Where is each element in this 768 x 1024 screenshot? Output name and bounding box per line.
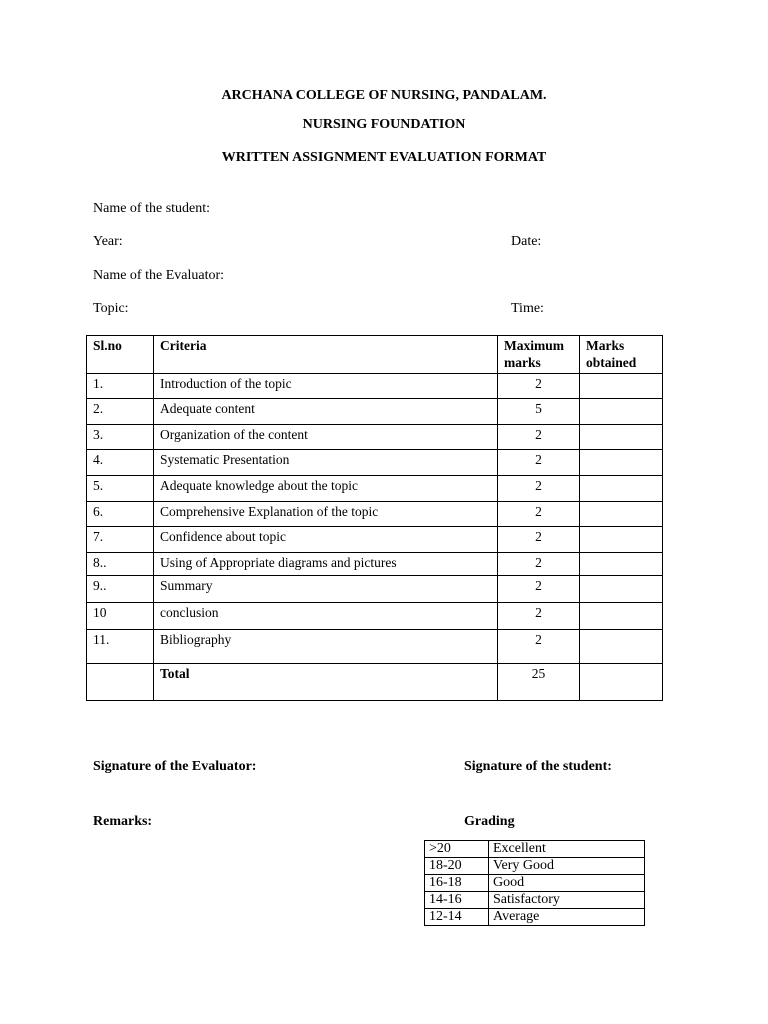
row-criteria: Using of Appropriate diagrams and pictures xyxy=(154,553,498,576)
row-marks-obtained[interactable] xyxy=(580,576,663,603)
topic-label: Topic: xyxy=(93,301,129,316)
grade-label: Average xyxy=(489,909,645,926)
total-max-marks: 25 xyxy=(498,664,580,701)
row-max-marks: 5 xyxy=(498,399,580,425)
row-slno: 2. xyxy=(87,399,154,425)
row-criteria: conclusion xyxy=(154,603,498,630)
date-label: Date: xyxy=(511,234,542,249)
header-slno: Sl.no xyxy=(87,336,154,374)
row-max-marks: 2 xyxy=(498,374,580,399)
row-max-marks: 2 xyxy=(498,450,580,476)
row-max-marks: 2 xyxy=(498,603,580,630)
row-slno: 3. xyxy=(87,425,154,450)
row-slno: 9.. xyxy=(87,576,154,603)
student-name-label: Name of the student: xyxy=(93,201,211,216)
evaluator-signature-label: Signature of the Evaluator: xyxy=(93,759,257,774)
grading-title: Grading xyxy=(464,814,515,829)
row-marks-obtained[interactable] xyxy=(580,630,663,664)
table-row xyxy=(87,399,663,425)
total-slno-cell xyxy=(87,664,154,701)
table-row xyxy=(87,576,663,603)
grade-label: Satisfactory xyxy=(489,892,645,909)
row-marks-obtained[interactable] xyxy=(580,603,663,630)
row-slno: 6. xyxy=(87,502,154,527)
evaluator-name-label: Name of the Evaluator: xyxy=(93,268,225,283)
row-slno: 11. xyxy=(87,630,154,664)
table-row xyxy=(87,553,663,576)
row-max-marks: 2 xyxy=(498,553,580,576)
total-label: Total xyxy=(154,664,498,701)
row-marks-obtained[interactable] xyxy=(580,476,663,502)
table-row xyxy=(425,841,645,858)
row-criteria: Systematic Presentation xyxy=(154,450,498,476)
year-label: Year: xyxy=(93,234,123,249)
row-criteria: Organization of the content xyxy=(154,425,498,450)
row-criteria: Adequate knowledge about the topic xyxy=(154,476,498,502)
row-criteria: Adequate content xyxy=(154,399,498,425)
table-row xyxy=(87,630,663,664)
row-marks-obtained[interactable] xyxy=(580,527,663,553)
row-slno: 10 xyxy=(87,603,154,630)
grade-label: Very Good xyxy=(489,858,645,875)
table-row xyxy=(87,502,663,527)
row-marks-obtained[interactable] xyxy=(580,399,663,425)
row-slno: 7. xyxy=(87,527,154,553)
row-slno: 1. xyxy=(87,374,154,399)
row-marks-obtained[interactable] xyxy=(580,502,663,527)
table-row xyxy=(425,909,645,926)
table-row xyxy=(87,374,663,399)
subject-title: NURSING FOUNDATION xyxy=(302,117,466,132)
row-marks-obtained[interactable] xyxy=(580,553,663,576)
grade-range: 16-18 xyxy=(425,875,489,892)
table-row xyxy=(425,875,645,892)
table-row xyxy=(425,892,645,909)
evaluation-table xyxy=(86,335,663,701)
table-row xyxy=(87,476,663,502)
row-slno: 8.. xyxy=(87,553,154,576)
row-marks-obtained[interactable] xyxy=(580,374,663,399)
row-max-marks: 2 xyxy=(498,502,580,527)
header-criteria: Criteria xyxy=(154,336,498,374)
table-row xyxy=(87,425,663,450)
total-marks-obtained[interactable] xyxy=(580,664,663,701)
row-criteria: Confidence about topic xyxy=(154,527,498,553)
row-max-marks: 2 xyxy=(498,476,580,502)
row-max-marks: 2 xyxy=(498,630,580,664)
grade-range: >20 xyxy=(425,841,489,858)
row-max-marks: 2 xyxy=(498,576,580,603)
row-slno: 4. xyxy=(87,450,154,476)
table-row xyxy=(87,603,663,630)
row-max-marks: 2 xyxy=(498,527,580,553)
table-row xyxy=(87,527,663,553)
grade-label: Good xyxy=(489,875,645,892)
time-label: Time: xyxy=(511,301,544,316)
grade-range: 18-20 xyxy=(425,858,489,875)
row-slno: 5. xyxy=(87,476,154,502)
header-max-marks: Maximum marks xyxy=(498,336,580,374)
table-header-row xyxy=(87,336,663,374)
table-row xyxy=(87,450,663,476)
row-criteria: Summary xyxy=(154,576,498,603)
row-marks-obtained[interactable] xyxy=(580,425,663,450)
header-marks-obtained: Marks obtained xyxy=(580,336,663,374)
grade-label: Excellent xyxy=(489,841,645,858)
college-title: ARCHANA COLLEGE OF NURSING, PANDALAM. xyxy=(221,88,547,103)
row-criteria: Comprehensive Explanation of the topic xyxy=(154,502,498,527)
row-criteria: Introduction of the topic xyxy=(154,374,498,399)
row-criteria: Bibliography xyxy=(154,630,498,664)
row-max-marks: 2 xyxy=(498,425,580,450)
row-marks-obtained[interactable] xyxy=(580,450,663,476)
student-signature-label: Signature of the student: xyxy=(464,759,612,774)
remarks-label: Remarks: xyxy=(93,814,153,829)
format-title: WRITTEN ASSIGNMENT EVALUATION FORMAT xyxy=(221,150,547,165)
grade-range: 12-14 xyxy=(425,909,489,926)
total-row xyxy=(87,664,663,701)
grade-range: 14-16 xyxy=(425,892,489,909)
table-row xyxy=(425,858,645,875)
grading-table xyxy=(424,840,645,926)
